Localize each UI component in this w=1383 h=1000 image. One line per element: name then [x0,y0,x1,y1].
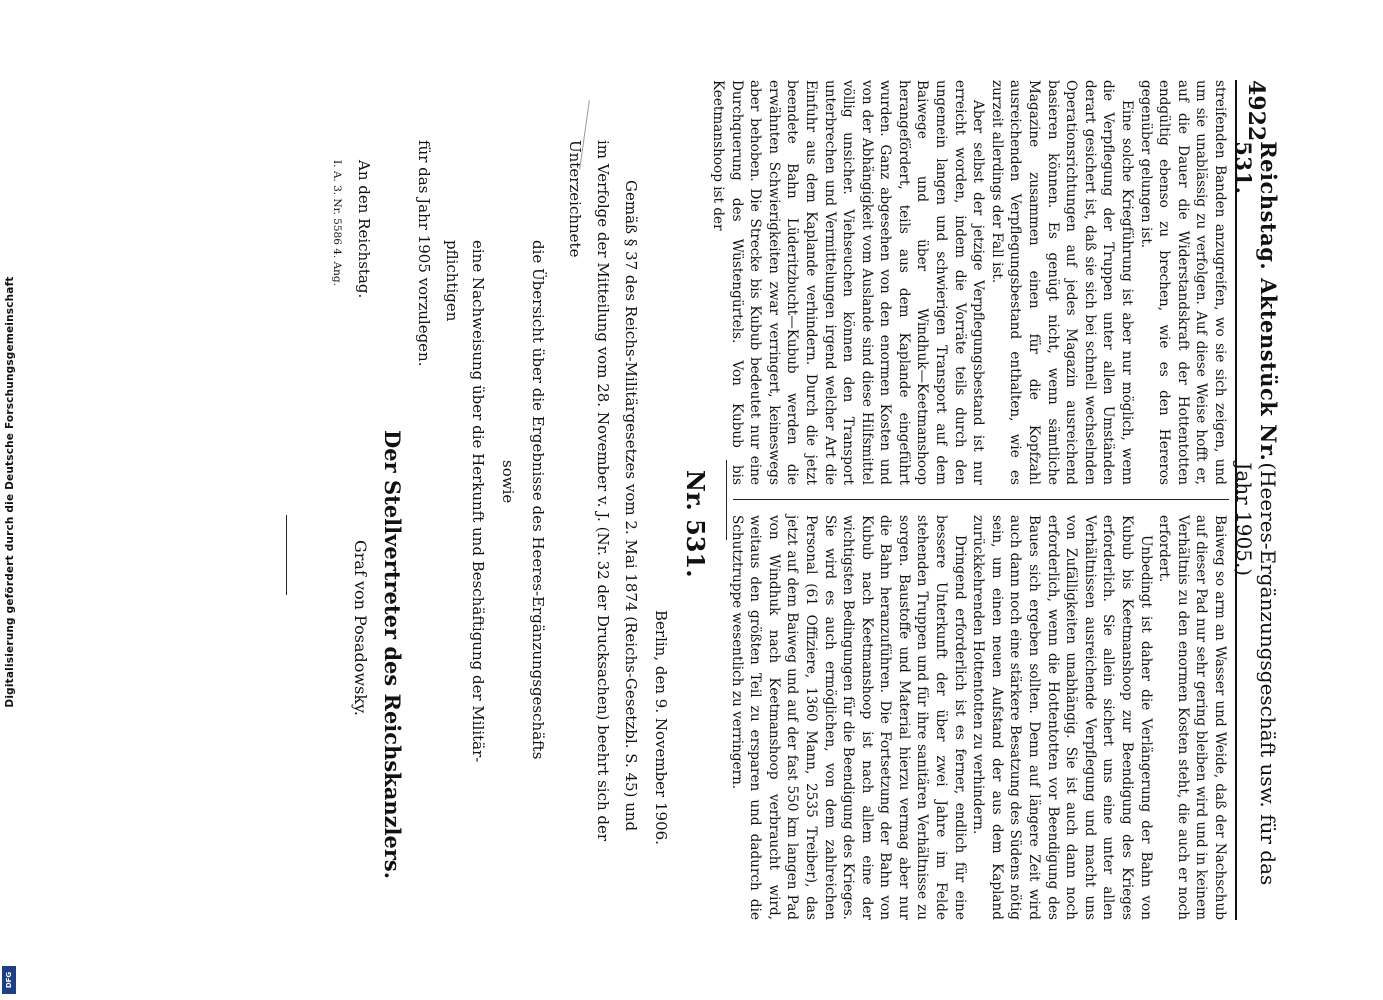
item-overview: die Übersicht über die Ergebnisse des Heeres-Ergänzungsgeschäfts [529,240,547,760]
signature-title: Der Stellvertreter des Reichskanzlers. [380,430,405,880]
header-title: Reichstag. Aktenstück Nr. 531. [1231,141,1281,462]
section-rule [726,460,727,540]
digitization-note: Digitalisierung gefördert durch die Deutsche Forschungsgemeinschaft [4,276,16,708]
addressee: An den Reichstag. [355,160,373,299]
paragraph-line-1: Gemäß § 37 des Reichs-Militärgesetzes vom 2. Mai 1874 (Reichs-Gesetzbl. S. 45) und [622,180,640,832]
right-paragraph-3: Dringend erforderlich ist es ferner, endlich für eine bessere Unterkunft der über zwei Jahre im Felde stehenden Truppen und für ihre sanitären Verhältnisse zu sorgen. Baustoffe und Material hierzu vermag aber nur die Bahn heranzuführen. Die Fortsetzung der Bahn von Kubub nach Keetmanshoop ist nach allem eine der wichtigsten Bedingungen für die Beendigung des Krieges. Sie wird es auch ermöglichen, von dem zahlreichen Personal (61 Offiziere, 1360 Mann, 2535 Treiber), das jetzt auf dem Baiweg und auf der fast 550 km langen Pad von Windhuk nach Keetmanshoop verbraucht wird, weitaus den größten Teil zu ersparen und dadurch die Schutztruppe wesentlich zu verringern. [728,515,968,920]
dfg-logo [2,966,16,994]
bottom-rule [286,515,287,595]
reference-number: I. A. 3. Nr. 5586 4. Ang. [331,160,343,286]
item-pflichtigen: pflichtigen [443,240,461,322]
left-paragraph-2: Eine solche Kriegführung ist aber nur möglich, wenn die Verpflegung der Truppen unter allen Umständen derart gesichert ist, daß sie sich bei schnell wechselnden Operationsrichtungen auf jedes Magazin ausreichend basieren können. Es genügt nicht, wenn sämtliche Magazine zusammen einen für die Kopfzahl ausreichenden Verpflegungsbestand enthalten, wie es zurzeit allerdings der Fall ist. [988,80,1136,485]
header-subtitle: (Heeres-Ergänzungsgeschäft usw. für das Jahr 1905.) [1232,462,1280,886]
date-line: Berlin, den 9. November 1906. [652,610,670,845]
left-paragraph-1: streifenden Banden anzugreifen, wo sie sich zeigen, und um sie unablässig zu verfolgen. Auf diese Weise hofft er, auf die Dauer die Widerstandskraft der Hottentotten endgültig ebenso zu brechen, wie es den Hereros gegenüber gelungen ist. [1137,80,1228,485]
dfg-logo-text: DFG [5,971,13,989]
paragraph-line-2: im Verfolge der Mitteilung vom 28. November v. J. (Nr. 32 der Drucksachen) beehrt sich der [594,140,612,842]
column-separator [733,499,1229,500]
scanned-page [275,70,1281,930]
digitization-footer [0,0,20,1000]
header-rule [1235,80,1237,920]
page-number: 4922 [1243,80,1269,142]
right-paragraph-1: Baiweg so arm an Wasser und Weide, daß der Nachschub auf dieser Pad nur sehr gering bleiben wird und in keinem Verhältnis zu den enormen Kosten steht, die auch er noch erfordert. [1156,515,1228,920]
closing-line: für das Jahr 1905 vorzulegen. [415,140,433,367]
right-paragraph-2: Unbedingt ist daher die Verlängerung der Bahn von Kubub bis Keetmanshoop zur Beendigung des Krieges erforderlich. Sie allein sichert uns eine unter allen Verhältnissen ausreichende Verpflegung und macht uns von Zufälligkeiten unabhängig. Sie ist auch dann noch erforderlich, wenn die Hottentotten vor Beendigung des Baues sich ergeben sollten. Denn auf längere Zeit wird auch dann noch eine stärkere Besatzung des Südens nötig sein, um einen neuen Aufstand der aus dem Kapland zurückkehrenden Hottentotten zu verhindern. [970,515,1154,920]
signature-name: Graf von Posadowsky. [351,540,370,717]
left-paragraph-3: Aber selbst der jetzige Verpflegungsbestand ist nur erreicht worden, indem die Vorräte teils durch den ungemein langen und schwierigen Transport auf dem Baiwege und über Windhuk—Keetmanshoop herangefördert, teils aus dem Kaplande eingeführt wurden. Ganz abgesehen von den enormen Kosten und von der Abhängigkeit vom Auslande sind diese Hilfsmittel völlig unsicher. Viehseuchen können den Transport unterbrechen und Vermittelungen irgend welcher Art die Einfuhr aus dem Kaplande verhindern. Durch die jetzt beendete Bahn Lüderitzbucht—Kubub werden die erwähnten Schwierigkeiten zwar verringert, keineswegs aber behoben. Die Strecke bis Kubub bedeutet nur eine Durchquerung des Wüstengürtels. Von Kubub bis Keetmanshoop ist der [709,80,987,485]
page-header [1231,80,1281,920]
item-sowie: sowie [499,460,517,504]
document-number: Nr. 531. [681,470,710,578]
paragraph-line-3: Unterzeichnete [566,140,584,258]
item-nachweisung: eine Nachweisung über die Herkunft und Beschäftigung der Militär- [469,240,487,763]
left-column [708,80,1229,485]
right-column [727,515,1229,920]
